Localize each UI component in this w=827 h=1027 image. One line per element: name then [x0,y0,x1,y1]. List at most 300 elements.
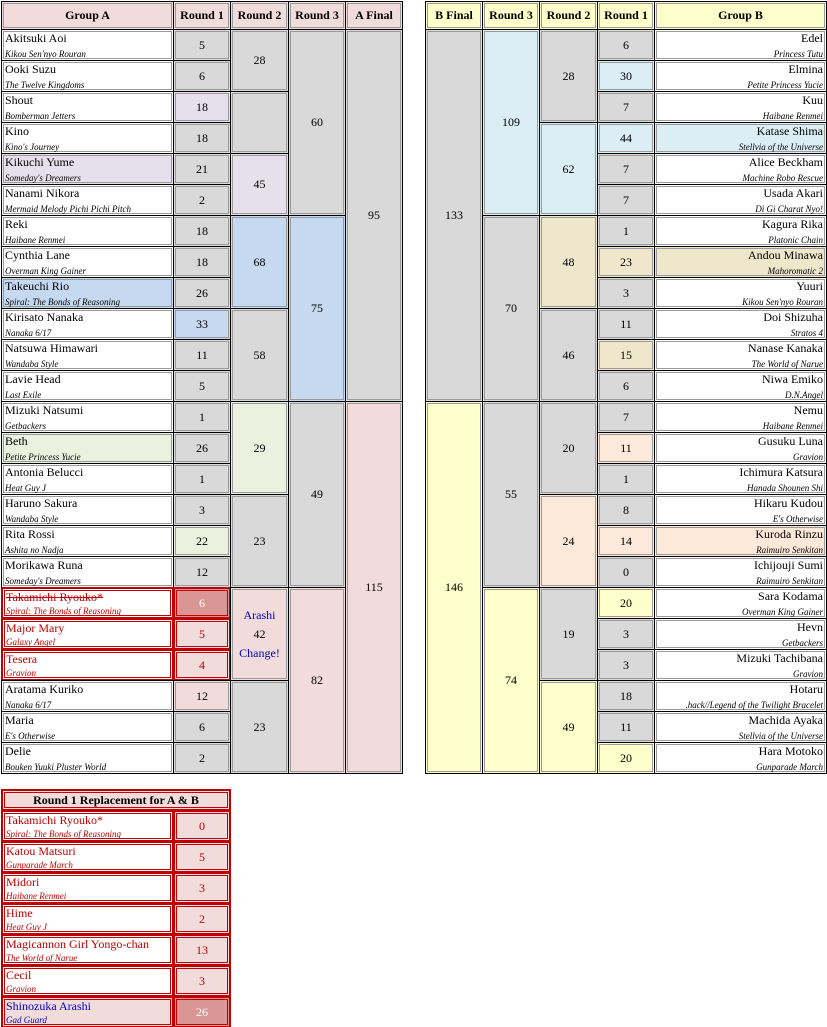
round3-score [482,215,540,402]
contestant-name: Cecil [6,968,32,982]
contestant-row [654,587,827,619]
contestant-row [1,618,174,650]
change-note: Change! [239,645,280,660]
contestant-name: Doi Shizuha [763,310,823,324]
contestant-row [1,649,174,681]
round2-score-value: 48 [562,254,575,269]
group-b-round-header-label: Round 2 [546,8,591,22]
series-name: Mahoromatic 2 [767,266,823,276]
replacement-score-value: 13 [196,942,208,957]
contestant-name: Andou Minawa [748,248,823,262]
contestant-row [654,711,827,743]
contestant-name: Machida Ayaka [748,713,823,727]
contestant-row [654,432,827,464]
contestant-name: Hime [6,906,33,920]
round1-score-value: 1 [199,409,205,424]
round1-score-value: 7 [623,99,629,114]
contestant-name: Takamichi Ryouko* [6,590,103,604]
series-name: E's Otherwise [772,514,823,524]
contestant-name: Mizuki Natsumi [5,403,84,417]
round1-score-value: 7 [623,192,629,207]
round1-score [173,649,231,681]
round2-score-value: 23 [253,719,266,734]
replacement-score-value: 26 [196,1004,208,1019]
contestant-name: Takeuchi Rio [5,279,70,293]
contestant-name: Midori [6,875,40,889]
contestant-name: Reki [5,217,28,231]
round1-score-value: 12 [196,564,208,579]
contestant-row [654,184,827,216]
contestant-row [654,277,827,309]
round1-score-value: 30 [620,68,632,83]
b-final-score [425,401,483,774]
round1-score-value: 44 [620,130,632,145]
contestant-name: Ooki Suzu [5,62,56,76]
contestant-name: Katou Matsuri [6,844,76,858]
series-name: Kikou Sen'nyo Rouran [5,49,86,59]
round2-score-value: 23 [253,533,266,548]
round1-score-value: 18 [196,254,208,269]
contestant-row [1,370,174,402]
contestant-row [1,246,174,278]
series-name: Haibane Renmei [6,891,67,901]
series-name: Spiral: The Bonds of Reasoning [6,829,121,839]
round1-score [173,308,231,340]
group-b-round-header [482,1,540,30]
round1-score-value: 5 [199,37,205,52]
replacement-score-value: 3 [199,880,205,895]
series-name: Wandaba Style [5,514,59,524]
contestant-name: Morikawa Runa [5,558,83,572]
contestant-row [654,742,827,774]
contestant-name: Ichijouji Sumi [754,558,823,572]
round3-score-value: 109 [502,115,520,129]
replacement-score-value: 3 [199,973,205,988]
contestant-row [1,122,174,154]
series-name: Overman King Gainer [5,266,86,276]
contestant-row [654,308,827,340]
round1-score [597,122,655,154]
series-name: Getbackers [5,421,46,431]
round1-score [173,370,231,402]
series-name: .hack//Legend of the Twilight Bracelet [685,700,823,710]
group-b-header [654,1,827,30]
contestant-row [1,339,174,371]
round1-score [173,742,231,774]
b-final-score-value: 133 [445,208,463,222]
round1-score-value: 6 [199,68,205,83]
contestant-name: Alice Beckham [748,155,823,169]
group-a-round-header [288,1,346,30]
round1-score [597,649,655,681]
round1-score [597,29,655,61]
contestant-name: Usada Akari [763,186,823,200]
series-name: Last Exile [5,390,42,400]
contestant-name: Elmina [788,62,823,76]
contestant-name: Delie [5,744,31,758]
round1-score-value: 6 [199,595,205,610]
round1-score-value: 2 [199,750,205,765]
round2-score [230,680,289,774]
contestant-row [1,184,174,216]
round2-score-value: 49 [562,719,575,734]
series-name: Princess Tutu [773,49,823,59]
series-name: The World of Narue [6,953,78,963]
round1-score [173,525,231,557]
contestant-row [1,29,174,61]
contestant-row [654,153,827,185]
round1-score [597,60,655,92]
round1-score [597,153,655,185]
round1-score-value: 22 [196,533,208,548]
round2-score-value: 20 [562,440,575,455]
replacement-row [1,965,174,997]
round3-score-value: 60 [311,115,323,129]
replacement-row [1,810,174,842]
round1-score [173,463,231,495]
round1-score-value: 21 [196,161,208,176]
replacement-score-value: 5 [199,849,205,864]
contestant-row [1,556,174,588]
round2-score-value: 62 [562,161,575,176]
contestant-name: Nanami Nikora [5,186,80,200]
contestant-row [654,525,827,557]
contestant-name: Hikaru Kudou [754,496,823,510]
round2-score [539,308,598,402]
round2-score-value: 24 [562,533,575,548]
series-name: Raimuiro Senkitan [756,545,823,555]
contestant-name: Takamichi Ryouko* [6,813,103,827]
b-final-score-value: 146 [445,580,463,594]
series-name: Platonic Chain [768,235,823,245]
series-name: Someday's Dreamers [5,576,81,586]
round3-score-value: 49 [311,487,323,501]
round1-score-value: 12 [196,688,208,703]
contestant-name: Katase Shima [756,124,823,138]
round3-score [482,587,540,774]
round1-score-value: 3 [623,285,629,300]
round1-score-value: 5 [199,626,205,641]
contestant-name: Yuuri [796,279,823,293]
contestant-row [654,29,827,61]
group-a-round-header-label: A Final [355,8,393,22]
contestant-row [654,60,827,92]
replacement-header-label: Round 1 Replacement for A & B [33,792,199,807]
series-name: Kikou Sen'nyo Rouran [742,297,823,307]
contestant-name: Magicannon Girl Yongo-chan [6,937,149,951]
round2-score [539,215,598,309]
round2-score [230,494,289,588]
round1-score-value: 11 [620,440,632,455]
round1-score [173,401,231,433]
round3-score [482,29,540,216]
round2-score-value: 68 [253,254,266,269]
series-name: Galaxy Angel [6,637,56,647]
round2-score [539,587,598,681]
contestant-name: Natsuwa Himawari [5,341,98,355]
round1-score [173,91,231,123]
contestant-name: Hotaru [789,682,823,696]
series-name: Gunparade March [756,762,823,772]
contestant-name: Niwa Emiko [762,372,823,386]
group-a-round-header-label: Round 1 [180,8,224,22]
series-name: Stellvia of the Universe [738,731,823,741]
group-b-round-header [425,1,483,30]
round1-score [173,339,231,371]
round1-score-value: 1 [199,471,205,486]
series-name: Di Gi Charat Nyo! [755,204,823,214]
contestant-row [1,308,174,340]
contestant-name: Kikuchi Yume [5,155,75,169]
b-final-score [425,29,483,402]
round1-score [597,742,655,774]
series-name: Haibane Renmei [762,421,823,431]
series-name: Ashita no Nadja [5,545,64,555]
series-name: The World of Narue [751,359,823,369]
round1-score [173,246,231,278]
contestant-row [1,277,174,309]
contestant-name: Rita Rossi [5,527,55,541]
round1-score [173,618,231,650]
series-name: Gravion [6,984,36,994]
round2-score [230,215,289,309]
round1-score-value: 5 [199,378,205,393]
round1-score-value: 0 [623,564,629,579]
contestant-row [654,680,827,712]
series-name: Raimuiro Senkitan [756,576,823,586]
round1-score [173,494,231,526]
round3-score-value: 74 [505,673,517,687]
series-name: Gravion [793,669,823,679]
round2-empty [230,91,289,154]
replacement-score-value: 2 [199,911,205,926]
series-name: Hanada Shounen Shi [747,483,823,493]
round1-score-value: 11 [620,316,632,331]
contestant-name: Shout [5,93,34,107]
round2-score [230,308,289,402]
round2-score [539,680,598,774]
series-name: Someday's Dreamers [5,173,81,183]
series-name: Nanaka 6/17 [5,328,52,338]
series-name: Getbackers [782,638,823,648]
round1-score-value: 20 [620,595,632,610]
round1-score [597,246,655,278]
replacement-score [173,810,231,842]
contestant-row [1,525,174,557]
round2-score-value: 58 [253,347,266,362]
contestant-row [1,587,174,619]
group-a-header [1,1,174,30]
group-b-round-header-label: Round 3 [489,8,533,22]
contestant-row [654,370,827,402]
contestant-row [1,91,174,123]
group-b-round-header-label: Round 1 [604,8,648,22]
round1-score [597,370,655,402]
round1-score [597,463,655,495]
round3-score-value: 82 [311,673,323,687]
contestant-row [1,153,174,185]
series-name: Gad Guard [6,1015,47,1025]
replacement-score [173,996,231,1027]
contestant-row [654,91,827,123]
round1-score-value: 1 [623,471,629,486]
series-name: Haibane Renmei [5,235,66,245]
round1-score-value: 2 [199,192,205,207]
a-final-score [345,401,403,774]
round2-score [230,401,289,495]
round1-score-value: 20 [620,750,632,765]
replacement-score [173,934,231,966]
series-name: Machine Robo Rescue [742,173,823,183]
contestant-name: Hara Motoko [758,744,823,758]
round1-score [597,215,655,247]
series-name: Stellvia of the Universe [738,142,823,152]
contestant-row [654,246,827,278]
round3-score [288,29,346,216]
round1-score-value: 11 [620,719,632,734]
round1-score [597,618,655,650]
series-name: The Twelve Kingdoms [5,80,85,90]
series-name: Bomberman Jetters [5,111,76,121]
round1-score [597,587,655,619]
round1-score [173,680,231,712]
group-a-round-header-label: Round 2 [237,8,282,22]
contestant-row [654,494,827,526]
a-final-score-value: 95 [368,208,380,222]
series-name: Petite Princess Yucie [747,80,823,90]
replacement-row [1,903,174,935]
round3-score [288,587,346,774]
series-name: Spiral: The Bonds of Reasoning [6,606,121,616]
contestant-name: Aratama Kuriko [5,682,84,696]
round1-score-value: 18 [196,223,208,238]
contestant-row [654,215,827,247]
series-name: Petite Princess Yucie [5,452,81,462]
series-name: Heat Guy J [5,483,46,493]
series-name: Haibane Renmei [762,111,823,121]
round1-score [597,277,655,309]
round1-score [597,680,655,712]
group-a-header-label: Group A [65,8,110,22]
round2-score-value: 29 [253,440,266,455]
round1-score-value: 14 [620,533,632,548]
contestant-name: Shinozuka Arashi [6,999,91,1013]
contestant-name: Beth [5,434,28,448]
round1-score-value: 8 [623,502,629,517]
group-a-round-header [230,1,289,30]
replacement-score-value: 0 [199,818,205,833]
contestant-row [654,649,827,681]
contestant-row [1,463,174,495]
series-name: Gravion [793,452,823,462]
round1-score-value: 26 [196,440,208,455]
contestant-row [654,618,827,650]
contestant-row [654,339,827,371]
series-name: Stratos 4 [790,328,823,338]
round1-score-value: 18 [196,99,208,114]
contestant-name: Sara Kodama [758,589,823,603]
round2-score-value: 19 [562,626,575,641]
contestant-name: Nemu [793,403,823,417]
round1-score [597,184,655,216]
group-a-round-header [173,1,231,30]
contestant-name: Cynthia Lane [5,248,70,262]
contestant-name: Hevn [797,620,823,634]
contestant-name: Kuroda Rinzu [755,527,823,541]
group-b-round-header [597,1,655,30]
round1-score [597,339,655,371]
contestant-name: Tesera [6,652,38,666]
contestant-row [654,401,827,433]
contestant-name: Antonia Belucci [5,465,84,479]
series-name: E's Otherwise [5,731,56,741]
contestant-name: Kagura Rika [762,217,823,231]
round2-change-box [230,587,289,681]
replacement-header [1,789,231,811]
series-name: Overman King Gainer [742,607,823,617]
contestant-name: Mizuki Tachibana [736,651,823,665]
round1-score [173,277,231,309]
contestant-name: Edel [801,31,823,45]
round1-score-value: 3 [623,657,629,672]
change-name: Arashi [243,607,276,622]
series-name: Mermaid Melody Pichi Pichi Pitch [5,204,131,214]
replacement-row [1,996,174,1027]
round1-score [173,60,231,92]
contestant-name: Nanase Kanaka [748,341,823,355]
contestant-row [1,711,174,743]
round3-score-value: 55 [505,487,517,501]
round1-score [173,184,231,216]
round1-score [597,432,655,464]
round2-score-value: 45 [253,177,266,191]
round2-score [230,29,289,92]
round1-score-value: 7 [623,409,629,424]
replacement-row [1,934,174,966]
round1-score [597,401,655,433]
round1-score-value: 18 [620,688,632,703]
replacement-score [173,841,231,873]
round2-score-value: 28 [562,68,575,83]
contestant-row [1,60,174,92]
contestant-row [1,494,174,526]
contestant-row [654,122,827,154]
round1-score [597,525,655,557]
round3-score-value: 75 [311,301,323,315]
round1-score-value: 6 [199,719,205,734]
round1-score-value: 26 [196,285,208,300]
series-name: Spiral: The Bonds of Reasoning [5,297,120,307]
round2-score [230,153,289,216]
contestant-row [1,680,174,712]
round1-score-value: 11 [196,347,208,362]
series-name: Kino's Journey [5,142,60,152]
round1-score [173,215,231,247]
round3-score [288,401,346,588]
contestant-row [1,432,174,464]
round1-score-value: 6 [623,37,629,52]
round1-score [597,556,655,588]
round1-score [597,494,655,526]
round1-score-value: 3 [199,502,205,517]
round1-score [173,432,231,464]
a-final-score [345,29,403,402]
round2-score [539,29,598,123]
series-name: Gunparade March [6,860,73,870]
round3-score [288,215,346,402]
round1-score-value: 18 [196,130,208,145]
contestant-row [654,463,827,495]
